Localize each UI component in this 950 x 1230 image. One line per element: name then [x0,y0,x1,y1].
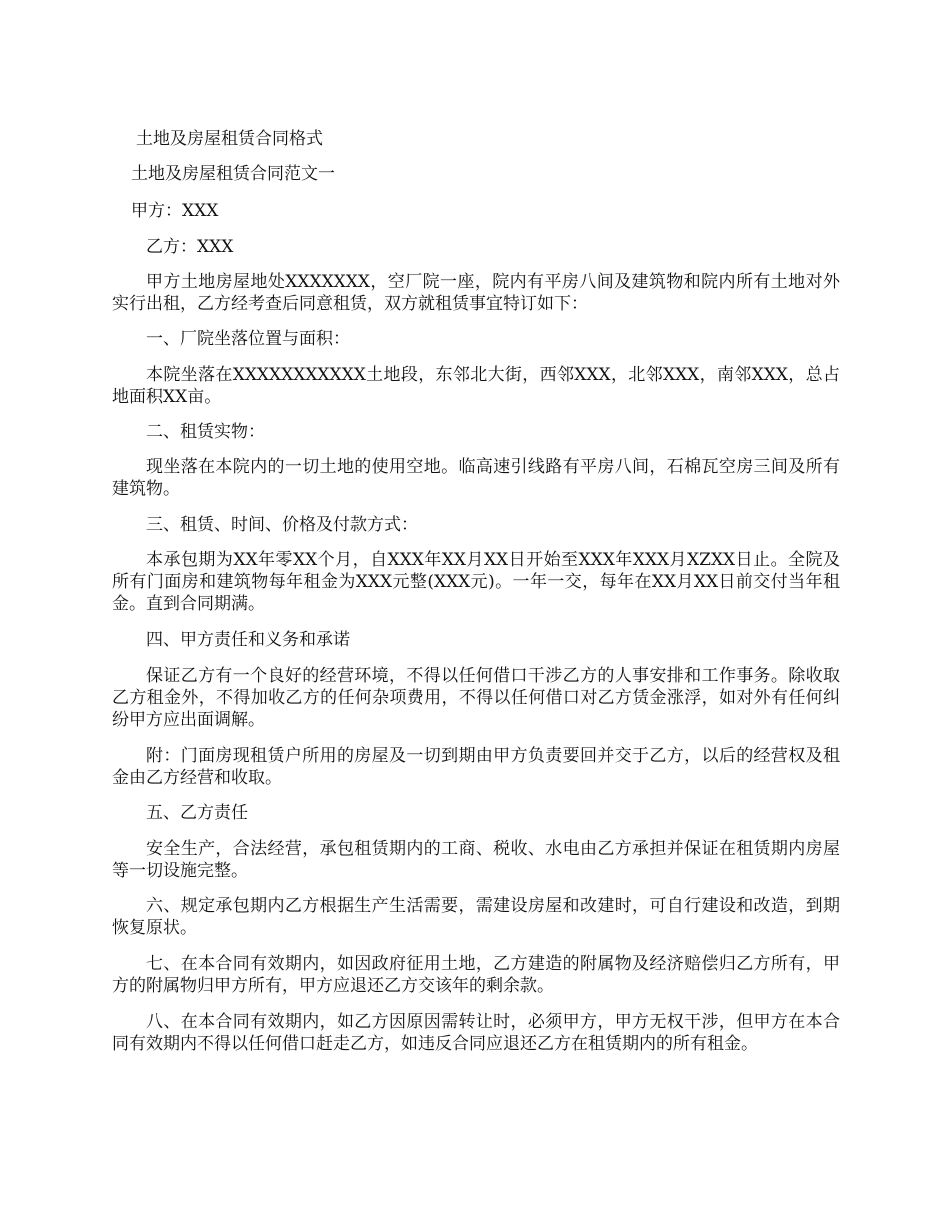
paragraph-clause-8: 八、在本合同有效期内，如乙方因原因需转让时，必须甲方，甲方无权干涉，但甲方在本合同有效期内不得以任何借口赶走乙方，如违反合同应退还乙方在租赁期内的所有租金。 [112,1012,840,1054]
section-heading-3: 三、租赁、时间、价格及付款方式： [146,515,418,535]
paragraph-party-b-duties: 安全生产，合法经营，承包租赁期内的工商、税收、水电由乙方承担并保证在租赁期内房屋等一切设施完整。 [112,839,840,881]
paragraph-clause-6: 六、规定承包期内乙方根据生产生活需要，需建设房屋和改建时，可自行建设和改造，到期恢复原状。 [112,896,840,938]
party-b: 乙方：XXX [146,237,234,257]
paragraph-party-a-duties: 保证乙方有一个良好的经营环境，不得以任何借口干涉乙方的人事安排和工作事务。除收取乙方租金外，不得加收乙方的任何杂项费用，不得以任何借口对乙方赁金涨浮，如对外有任何纠纷甲方应出面调解。 [112,666,840,730]
paragraph-appendix: 附：门面房现租赁户所用的房屋及一切到期由甲方负责要回并交于乙方，以后的经营权及租金由乙方经营和收取。 [112,746,840,788]
section-heading-1: 一、厂院坐落位置与面积： [146,329,350,349]
document-title: 土地及房屋租赁合同格式 [136,129,323,149]
section-heading-2: 二、租赁实物： [146,422,265,442]
paragraph-clause-7: 七、在本合同有效期内，如因政府征用土地，乙方建造的附属物及经济赔偿归乙方所有，甲方的附属物归甲方所有，甲方应退还乙方交该年的剩余款。 [112,954,840,996]
paragraph-term-price: 本承包期为XX年零XX个月，自XXX年XX月XX日开始至XXX年XXX月XZXX日止。全院及所有门面房和建筑物每年租金为XXX元整(XXX元)。一年一交，每年在XX月XX日前交付当年租金。直到合同期满。 [112,550,840,614]
section-heading-5: 五、乙方责任 [146,803,248,823]
section-heading-4: 四、甲方责任和义务和承诺 [146,630,350,650]
paragraph-intro: 甲方土地房屋地处XXXXXXX，空厂院一座，院内有平房八间及建筑物和院内所有土地对外实行出租，乙方经考查后同意租赁，双方就租赁事宜特订如下： [112,272,840,314]
document-subtitle: 土地及房屋租赁合同范文一 [131,164,335,184]
party-a: 甲方：XXX [131,201,219,221]
paragraph-property: 现坐落在本院内的一切土地的使用空地。临高速引线路有平房八间，石棉瓦空房三间及所有建筑物。 [112,457,840,499]
paragraph-location: 本院坐落在XXXXXXXXXXX土地段，东邻北大街，西邻XXX，北邻XXX，南邻XXX，总占地面积XX亩。 [112,365,840,407]
